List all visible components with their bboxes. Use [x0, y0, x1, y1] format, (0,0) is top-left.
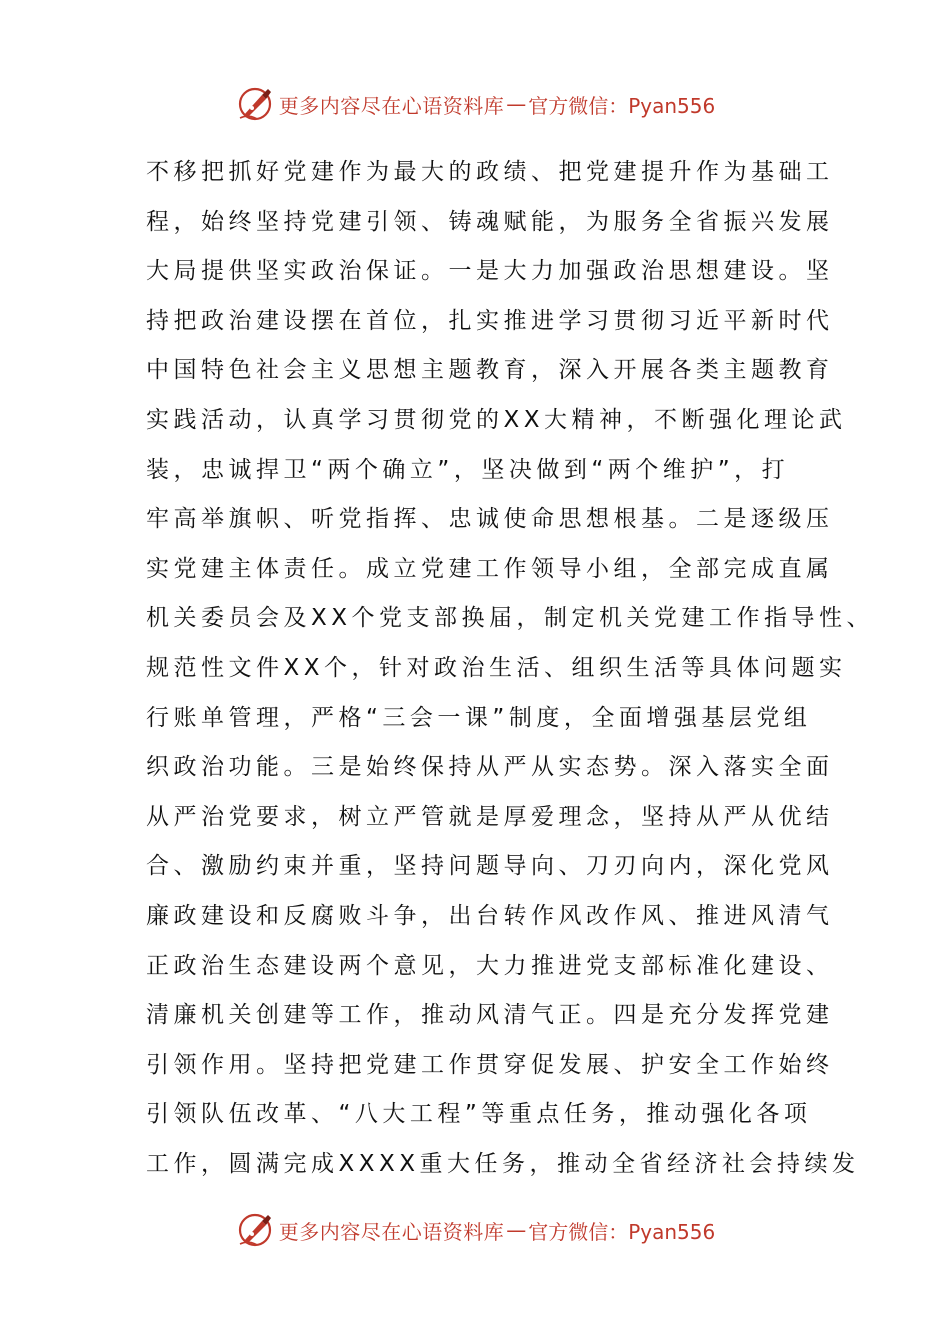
body-line: 廉政建设和反腐败斗争，出台转作风改作风、推进风清气 — [146, 902, 834, 929]
body-line: 不移把抓好党建作为最大的政绩、把党建提升作为基础工 — [146, 159, 834, 185]
banner-tagline: 更多内容尽在心语资料库 — [278, 93, 505, 118]
body-line: 织政治功能。三是始终保持从严从实态势。深入落实全面 — [146, 754, 834, 781]
body-line: 合、激励约束并重，坚持问题导向、刀刃向内，深化党风 — [146, 853, 834, 880]
body-line: 机关委员会及XX个党支部换届，制定机关党建工作指导性、 — [146, 605, 875, 632]
banner-separator: — — [506, 92, 527, 116]
body-line: 实党建主体责任。成立党建工作领导小组，全部完成直属 — [146, 555, 834, 582]
body-line: 实践活动，认真学习贯彻党的XX大精神，不断强化理论武 — [146, 406, 847, 433]
body-line: 从严治党要求，树立严管就是厚爱理念，坚持从严从优结 — [146, 803, 834, 830]
header-banner — [0, 84, 950, 124]
body-line: 行账单管理，严格“三会一课”制度，全面增强基层党组 — [146, 704, 812, 731]
body-line: 持把政治建设摆在首位，扎实推进学习贯彻习近平新时代 — [146, 307, 834, 334]
pen-nib-logo-icon — [235, 84, 275, 124]
body-line: 装，忠诚捍卫“两个确立”，坚决做到“两个维护”，打 — [146, 456, 790, 483]
banner-tagline: 更多内容尽在心语资料库 — [278, 1219, 505, 1244]
banner-contact: 官方微信：Pyan556 — [528, 93, 716, 118]
pen-nib-logo-icon — [235, 1210, 275, 1250]
banner-contact: 官方微信：Pyan556 — [528, 1219, 716, 1244]
body-line: 清廉机关创建等工作，推动风清气正。四是充分发挥党建 — [146, 1002, 834, 1029]
body-line: 牢高举旗帜、听党指挥、忠诚使命思想根基。二是逐级压 — [146, 506, 834, 533]
body-line: 大局提供坚实政治保证。一是大力加强政治思想建设。坚 — [146, 258, 834, 285]
body-line: 正政治生态建设两个意见，大力推进党支部标准化建设、 — [146, 952, 834, 979]
body-line: 引领队伍改革、“八大工程”等重点任务，推动强化各项 — [146, 1101, 812, 1128]
body-line: 工作，圆满完成XXXX重大任务，推动全省经济社会持续发 — [146, 1150, 860, 1177]
document-body — [146, 148, 875, 1189]
body-line: 规范性文件XX个，针对政治生活、组织生活等具体问题实 — [146, 654, 847, 681]
body-line: 程，始终坚持党建引领、铸魂赋能，为服务全省振兴发展 — [146, 208, 834, 235]
body-line: 引领作用。坚持把党建工作贯穿促发展、护安全工作始终 — [146, 1051, 834, 1078]
body-line: 中国特色社会主义思想主题教育，深入开展各类主题教育 — [146, 357, 834, 384]
banner-separator: — — [506, 1218, 527, 1242]
footer-banner — [0, 1210, 950, 1250]
